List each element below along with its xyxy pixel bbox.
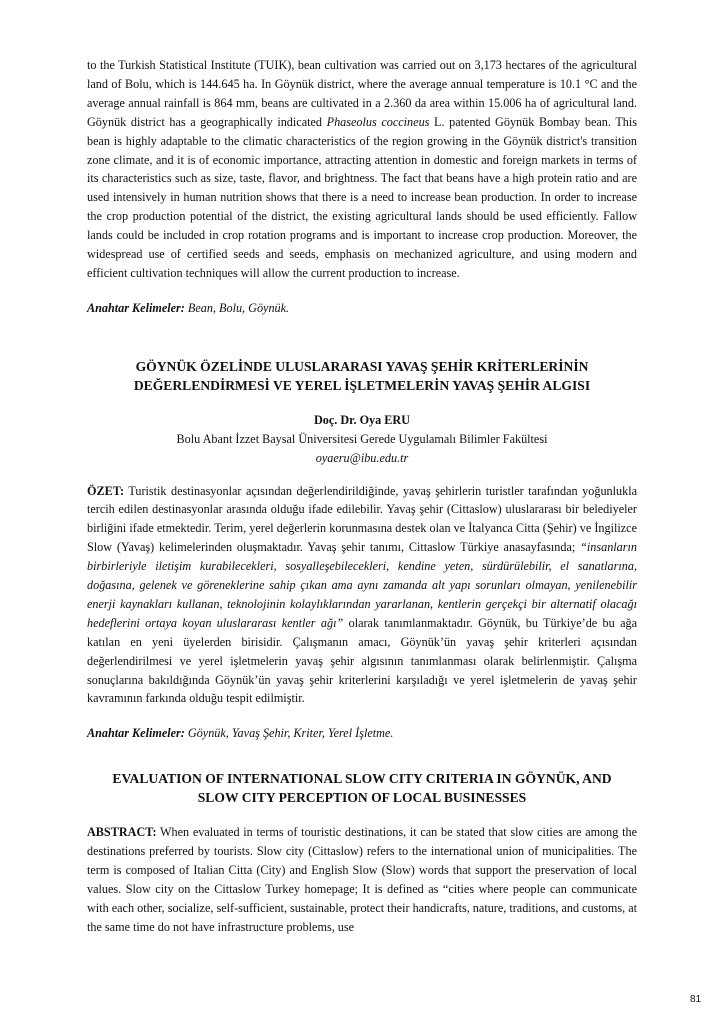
abstract-text-tr-a: Turistik destinasyonlar açısından değerlendirildiğinde, yavaş şehirlerin turistler tarafından yoğunlukla tercih edilen destinasyonlar arasında olduğu ifade edilebilir. Yavaş şehir (Cittaslow) uluslararası bir belediyeler birliğini ifade etmektedir. Terim, yerel değerlerin korunmasına destek olan ve İtalyanca Citta (Şehir) ve İngilizce Slow (Yavaş) kelimelerinden oluşmaktadır. Yavaş şehir tanımı, Cittaslow Türkiye anasayfasında; [87,483,637,555]
abstract-text-en: When evaluated in terms of touristic destinations, it can be stated that slow cities are among the destinations preferred by tourists. Slow city (Cittaslow) refers to the international union of municipalities. The term is composed of Italian Citta (City) and English Slow (Slow) words that support the preservation of local values. Slow city on the Cittaslow Turkey homepage; It is defined as “cities where people can communicate with each other, socialize, self-sufficient, sustainable, protect their handicrafts, nature, traditions, and customs, at the same time do not have infrastructure problems, use [87,825,637,934]
intro-text-a: to the Turkish Statistical Institute (TUIK), bean cultivation was carried out on 3,173 hectares of the agricultural land of Bolu, which is 144.645 ha. In Göynük district, where the average annual temperature is 10.1 °C and the average annual rainfall is 864 mm, beans are cultivated in a 2.360 da area within 15.006 ha of agricultural land. Göynük district has a geographically indicated [87,58,637,129]
abstract-quote-tr: “insanların birbirleriyle iletişim kurabilecekleri, sosyalleşebilecekleri, kendine yeten, sürdürülebilir, el sanatlarına, doğasına, gelenek ve göreneklerine sahip çıkan ama aynı zamanda alt yapı sorunları olmayan, yenilenebilir enerji kaynakları kullanan, teknolojinin kolaylıklarından yararlanan, kentlerin gerçekçi bir alternatif olacağı hedeflerini ortaya koyan uluslararası kentler ağı” [87,540,637,630]
keywords-value-tr: Göynük, Yavaş Şehir, Kriter, Yerel İşletme. [184,726,394,741]
intro-paragraph [87,56,637,283]
page-number: 81 [690,994,702,1005]
author-email: oyaeru@ibu.edu.tr [315,450,409,465]
page-content [87,56,637,937]
author-block [87,411,637,468]
intro-keywords [87,299,637,318]
turkish-title-line1: GÖYNÜK ÖZELİNDE ULUSLARARASI YAVAŞ ŞEHİR KRİTERLERİNİN [135,358,589,374]
abstract-label-en: ABSTRACT: [87,825,157,840]
turkish-title [87,357,637,395]
keywords-label: Anahtar Kelimeler: [87,300,185,315]
turkish-title-line2: DEĞERLENDİRMESİ VE YEREL İŞLETMELERİN YAVAŞ ŞEHİR ALGISI [133,377,591,393]
species-name: Phaseolus coccineus [326,114,430,129]
keywords-value: Bean, Bolu, Göynük. [184,300,290,315]
author-affiliation: Bolu Abant İzzet Baysal Üniversitesi Gerede Uygulamalı Bilimler Fakültesi [176,431,548,446]
author-name: Doç. Dr. Oya ERU [313,412,411,427]
english-title-line1: EVALUATION OF INTERNATIONAL SLOW CITY CRITERIA IN GÖYNÜK, AND [112,771,612,787]
keywords-label-tr: Anahtar Kelimeler: [87,726,185,741]
abstract-text-tr-b: olarak tanımlanmaktadır. Göynük, bu Türkiye’de bu ağa katılan en yeni üyelerden birisidir. Çalışmanın amacı, Göynük’ün yavaş şehir kriterleri açısından değerlendirilmesi ve yerel işletmelerin yavaş şehir algısının tanımlanması olarak belirlenmiştir. Çalışma sonuçlarına bakıldığında Göynük’ün yavaş şehir kriterlerini karşıladığı ve yerel işletmelerin de yavaş şehir kavramının farkında olduğu tespit edilmiştir. [87,615,637,706]
english-title [87,769,637,807]
turkish-keywords [87,724,637,743]
intro-text-b: L. patented Göynük Bombay bean. This bean is highly adaptable to the climatic characteristics of the region growing in the Göynük district's transition zone climate, and it is of economic importance, attracting attention in domestic and foreign markets in terms of its characteristics such as size, taste, flavor, and brightness. The fact that beans have a high protein ratio and are used intensively in human nutrition shows that there is a need to increase bean production. In order to increase the crop production potential of the district, the existing agricultural lands should be used efficiently. Fallow lands could be included in crop rotation programs and is important to increase crop production. Moreover, the widespread use of certified seeds and seeds, emphasis on mechanized agriculture, and using modern and efficient cultivation techniques will allow the current production to increase. [87,114,638,280]
abstract-label-tr: ÖZET: [87,483,125,498]
turkish-abstract [87,482,637,709]
english-abstract [87,823,637,936]
english-title-line2: SLOW CITY PERCEPTION OF LOCAL BUSINESSES [197,790,527,806]
